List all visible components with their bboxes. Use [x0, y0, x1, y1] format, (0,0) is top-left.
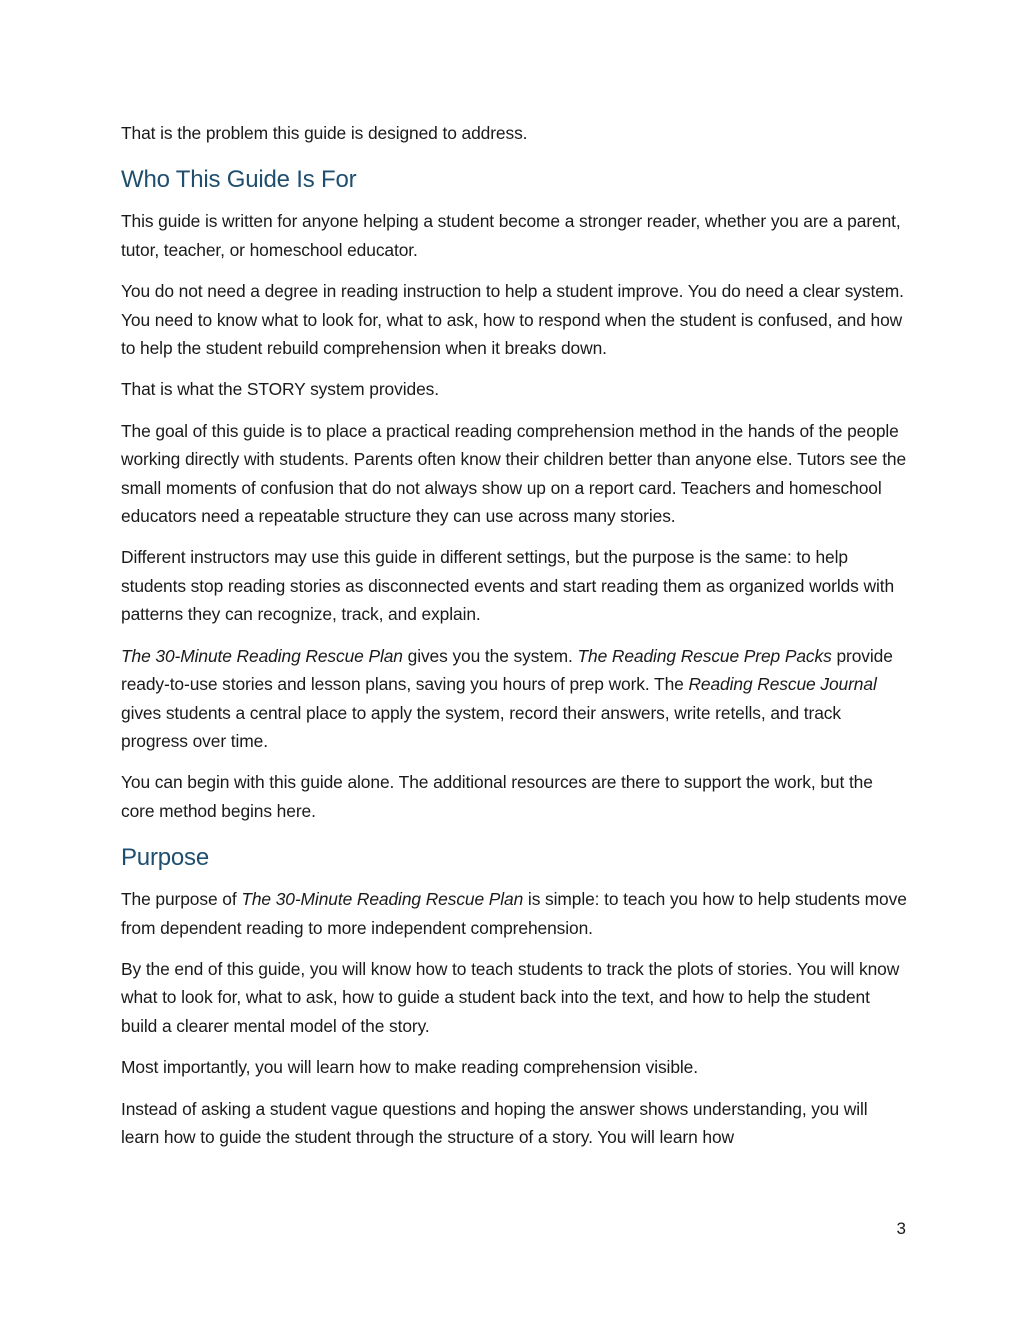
paragraph: [121, 885, 907, 942]
text-run: By the end of this guide, you will know how to teach students to track the plots of stories. You will know what to look for, what to ask, how to guide a student back into the text, and how to help the student build a clearer mental model of the story.: [121, 958, 900, 1036]
text-run: gives you the system.: [402, 645, 578, 666]
text-run: Instead of asking a student vague questions and hoping the answer shows understanding, you will learn how to guide the student through the structure of a story. You will learn how: [121, 1098, 868, 1147]
italic-title-text: Reading Rescue Journal: [688, 674, 877, 695]
page-number: 3: [896, 1219, 906, 1238]
paragraph: [121, 1095, 907, 1152]
paragraph: [121, 955, 907, 1040]
paragraph: [121, 119, 907, 147]
paragraph: [121, 543, 907, 628]
paragraph: [121, 375, 907, 403]
text-run: The goal of this guide is to place a practical reading comprehension method in the hands of the people working directly with students. Parents often know their children better than anyone else. Tutors see the small moments of confusion that do not always show up on a report card. Teachers and homeschool educators need a repeatable structure they can use across many stories.: [121, 420, 907, 527]
text-run: This guide is written for anyone helping a student become a stronger reader, whether you are a parent, tutor, teacher, or homeschool educator.: [121, 211, 901, 260]
paragraph: [121, 642, 907, 756]
section-heading-who-this-guide-is-for: [121, 165, 907, 195]
text-run: Most importantly, you will learn how to make reading comprehension visible.: [121, 1057, 698, 1078]
section-heading-purpose: [121, 843, 907, 873]
text-run: That is what the STORY system provides.: [121, 379, 439, 400]
text-run: is simple: to teach you how to help students move from dependent reading to more independent comprehension.: [121, 889, 907, 938]
text-run: You do not need a degree in reading instruction to help a student improve. You do need a clear system. You need to know what to look for, what to ask, how to respond when the student is confused, and how to help the student rebuild comprehension when it breaks down.: [121, 281, 904, 359]
text-run: gives students a central place to apply the system, record their answers, write retells, and track progress over time.: [121, 702, 841, 751]
text-run: Purpose: [121, 844, 209, 872]
italic-title-text: The Reading Rescue Prep Packs: [577, 645, 832, 666]
text-run: You can begin with this guide alone. The additional resources are there to support the work, but the core method begins here.: [121, 772, 873, 821]
page-content: [121, 119, 907, 1164]
text-run: Different instructors may use this guide in different settings, but the purpose is the same: to help students stop reading stories as disconnected events and start reading them as organized worlds with patterns they can recognize, track, and explain.: [121, 547, 895, 625]
paragraph: [121, 768, 907, 825]
text-run: That is the problem this guide is designed to address.: [121, 123, 528, 143]
text-run: The purpose of: [121, 889, 242, 910]
paragraph: [121, 277, 907, 362]
italic-title-text: The 30-Minute Reading Rescue Plan: [241, 889, 524, 910]
italic-title-text: The 30-Minute Reading Rescue Plan: [121, 645, 403, 666]
paragraph: [121, 1053, 907, 1081]
text-run: provide ready-to-use stories and lesson plans, saving you hours of prep work. The: [121, 645, 893, 695]
text-run: Who This Guide Is For: [121, 166, 357, 194]
paragraph: [121, 417, 907, 531]
paragraph: [121, 207, 907, 264]
